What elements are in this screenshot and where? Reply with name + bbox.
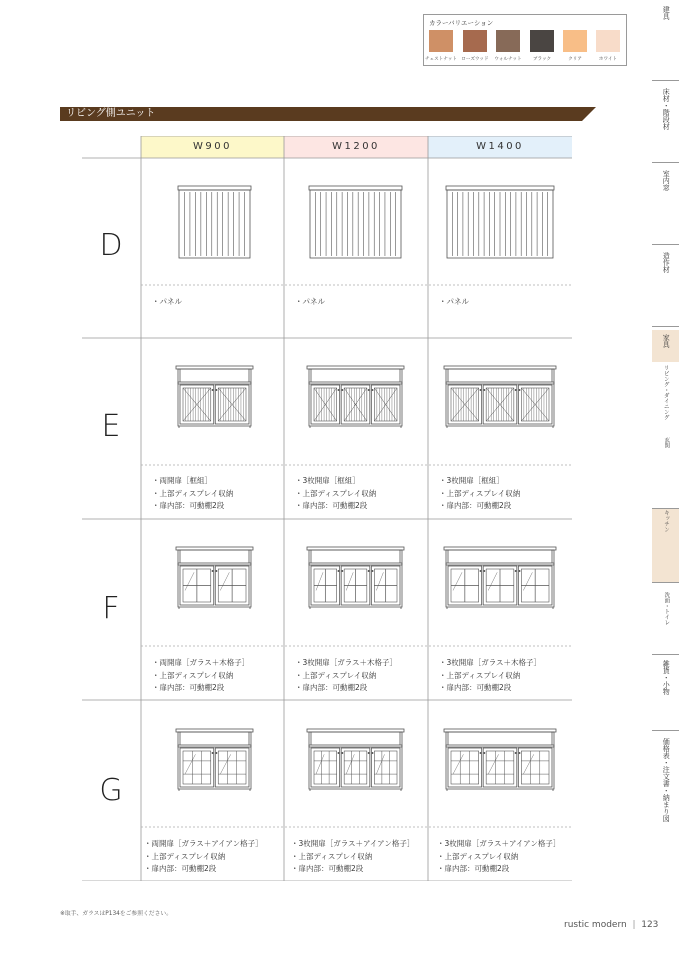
door-knob: [368, 389, 370, 391]
cabinet-top: [176, 547, 253, 550]
color-variation-title: カラーバリエーション: [429, 19, 494, 27]
cabinet-shelf: [446, 563, 554, 565]
index-tab-label: 雑貨・小物: [662, 660, 671, 695]
index-tab-label: 家具: [662, 334, 671, 348]
cabinet-body: [178, 732, 251, 789]
cabinet-shelf: [309, 745, 402, 747]
row-letter-d: D: [99, 228, 123, 263]
door-frame: [341, 748, 370, 787]
door-panel: [486, 751, 514, 784]
index-tab-flooring[interactable]: [652, 88, 679, 134]
glass-reflection: [346, 572, 353, 590]
tab-divider: [652, 730, 679, 731]
color-swatch-rosewood: [463, 30, 487, 52]
glass-reflection: [220, 572, 229, 590]
glass-reflection: [376, 572, 383, 590]
door-knob: [519, 570, 521, 572]
column-header-w1200: W1200: [284, 136, 428, 158]
door-panel: [344, 751, 367, 784]
cabinet-shelf: [178, 382, 251, 384]
color-swatch-walnut: [496, 30, 520, 52]
index-tab-interior-window[interactable]: [652, 170, 679, 195]
cabinet-body: [446, 369, 554, 426]
spec-line: ・3枚開扉［框組］: [439, 476, 504, 485]
index-tab-kitchen[interactable]: [652, 510, 679, 535]
spec-line: ・上部ディスプレイ収納: [295, 488, 377, 498]
cabinet-shelf: [178, 563, 251, 565]
door-knob: [519, 752, 521, 754]
spec-d-col1: [152, 296, 182, 309]
tab-divider: [652, 508, 679, 509]
door-knob: [212, 752, 214, 754]
glass-reflection: [488, 572, 497, 590]
spec-e-col3: [439, 475, 520, 513]
door-frame: [215, 748, 249, 787]
color-swatch-label: ホワイト: [598, 57, 618, 62]
index-tab-kagu[interactable]: [652, 334, 679, 352]
cabinet-top: [307, 547, 404, 550]
cabinet-body: [309, 732, 402, 789]
spec-line: ・扉内部：可動棚2段: [437, 864, 510, 873]
door-knob: [216, 389, 218, 391]
color-swatch-white: [596, 30, 620, 52]
spec-line: ・上部ディスプレイ収納: [152, 488, 234, 498]
door-frame: [518, 748, 552, 787]
panel-top-rail: [309, 186, 402, 190]
glass-reflection: [316, 754, 324, 774]
door-knob: [342, 752, 344, 754]
cabinet-shelf: [178, 745, 251, 747]
index-tab-label: リビング・ダイニング: [662, 365, 669, 420]
door-knob: [480, 570, 482, 572]
glass-reflection: [523, 572, 532, 590]
glass-reflection: [453, 754, 463, 774]
brand-name: rustic modern: [564, 920, 627, 930]
spec-line: ・上部ディスプレイ収納: [439, 670, 521, 680]
spec-line: ・上部ディスプレイ収納: [152, 670, 234, 680]
glass-reflection: [376, 754, 384, 774]
tab-divider: [652, 654, 679, 655]
door-knob: [338, 570, 340, 572]
glass-reflection: [346, 754, 354, 774]
index-tab-label: キッチン: [663, 510, 669, 532]
door-knob: [216, 570, 218, 572]
spec-line: ・上部ディスプレイ収納: [295, 670, 377, 680]
spec-e-col2: [295, 475, 376, 513]
cabinet-body: [309, 369, 402, 426]
row-letter-e: E: [101, 409, 121, 444]
spec-line: ・両開扉［ガラス＋木格子］: [152, 658, 250, 667]
spec-line: ・両開扉［框組］: [152, 476, 212, 485]
spec-g-col3: [437, 838, 560, 876]
color-variation-box: [423, 14, 627, 66]
tab-divider: [652, 244, 679, 245]
section-title: リビング側ユニット: [66, 108, 156, 119]
door-knob: [519, 389, 521, 391]
door-knob: [484, 389, 486, 391]
door-panel: [314, 751, 337, 784]
color-swatch-label: ローズウッド: [461, 57, 489, 62]
spec-line: ・扉内部：可動棚2段: [295, 683, 368, 692]
spec-g-col1: [144, 838, 263, 876]
spec-line: ・パネル: [295, 297, 325, 306]
door-knob: [372, 752, 374, 754]
glass-reflection: [523, 754, 533, 774]
spec-f-col3: [439, 657, 541, 695]
row-letter-g: G: [99, 773, 123, 808]
color-swatch-label: ウォルナット: [494, 57, 522, 62]
door-panel: [374, 751, 397, 784]
cabinet-shelf: [446, 382, 554, 384]
spec-line: ・3枚開扉［ガラス＋アイアン格子］: [291, 839, 415, 848]
spec-f-col2: [295, 657, 397, 695]
spec-f-col1: [152, 657, 249, 695]
index-tab-senmen-toilet[interactable]: [652, 592, 679, 629]
cabinet-top: [444, 366, 556, 369]
glass-reflection: [453, 572, 462, 590]
door-frame: [483, 748, 517, 787]
cabinet-shelf: [309, 563, 402, 565]
spec-line: ・扉内部：可動棚2段: [152, 683, 225, 692]
door-frame: [311, 748, 340, 787]
panel-top-rail: [178, 186, 251, 190]
door-panel: [183, 751, 211, 784]
spec-line: ・3枚開扉［ガラス＋木格子］: [439, 658, 542, 667]
door-knob: [212, 570, 214, 572]
cabinet-top: [307, 729, 404, 732]
spec-e-col1: [152, 475, 233, 513]
door-knob: [372, 389, 374, 391]
index-tab-label: 価格表・注文書・納まり図: [662, 738, 671, 822]
spec-line: ・パネル: [439, 297, 469, 306]
door-frame: [448, 748, 482, 787]
spec-line: ・扉内部：可動棚2段: [144, 864, 217, 873]
tab-divider: [652, 582, 679, 583]
door-knob: [342, 389, 344, 391]
door-knob: [342, 570, 344, 572]
column-header-w1400: W1400: [428, 136, 572, 158]
door-knob: [368, 570, 370, 572]
door-knob: [480, 389, 482, 391]
door-knob: [484, 570, 486, 572]
door-knob: [484, 752, 486, 754]
index-tab-label: 床材・階段材: [662, 88, 671, 130]
page-number: 123: [641, 920, 659, 930]
panel-top-rail: [446, 186, 554, 190]
tab-divider: [652, 162, 679, 163]
cabinet-shelf: [309, 382, 402, 384]
door-frame: [371, 748, 400, 787]
row-letter-f: F: [102, 591, 120, 626]
glass-reflection: [185, 754, 195, 774]
door-frame: [180, 748, 214, 787]
index-tab-zousaku[interactable]: [652, 252, 679, 277]
cabinet-top: [307, 366, 404, 369]
cabinet-top: [176, 729, 253, 732]
spec-line: ・3枚開扉［ガラス＋アイアン格子］: [437, 839, 561, 848]
glass-reflection: [220, 754, 230, 774]
index-tab-label: 洗面・トイレ: [663, 592, 670, 625]
cabinet-body: [178, 550, 251, 607]
spec-line: ・上部ディスプレイ収納: [144, 851, 226, 861]
door-knob: [372, 570, 374, 572]
index-tab-zakka[interactable]: [652, 660, 679, 699]
spec-g-col2: [291, 838, 414, 876]
footer-divider: |: [629, 920, 639, 930]
cabinet-top: [444, 547, 556, 550]
index-tab-living-dining[interactable]: [652, 365, 679, 423]
door-knob: [338, 752, 340, 754]
index-tab-label: 室内窓: [662, 170, 671, 191]
spec-d-col2: [295, 296, 325, 309]
tab-divider: [652, 326, 679, 327]
tab-divider: [652, 80, 679, 81]
footnote: ※取手、ガラスはP134をご参照ください。: [60, 911, 172, 917]
index-tab-label: 玄関: [663, 437, 670, 448]
spec-line: ・扉内部：可動棚2段: [291, 864, 364, 873]
spec-line: ・3枚開扉［框組］: [295, 476, 360, 485]
door-knob: [368, 752, 370, 754]
door-knob: [338, 389, 340, 391]
spec-line: ・上部ディスプレイ収納: [437, 851, 519, 861]
cabinet-top: [444, 729, 556, 732]
color-swatch-label: クリア: [568, 57, 582, 62]
color-swatch-clear: [563, 30, 587, 52]
index-tab-label: 造作材: [662, 252, 671, 273]
spec-line: ・パネル: [152, 297, 182, 306]
glass-reflection: [316, 572, 323, 590]
cabinet-body: [446, 732, 554, 789]
door-knob: [515, 389, 517, 391]
cabinet-shelf: [446, 745, 554, 747]
color-swatch-label: ブラック: [532, 57, 552, 62]
spec-line: ・3枚開扉［ガラス＋木格子］: [295, 658, 398, 667]
index-tab-genkan[interactable]: [652, 437, 679, 452]
page-footer: [564, 920, 658, 930]
spec-line: ・扉内部：可動棚2段: [295, 501, 368, 510]
cabinet-top: [176, 366, 253, 369]
spec-line: ・上部ディスプレイ収納: [291, 851, 373, 861]
door-panel: [521, 751, 549, 784]
door-knob: [216, 752, 218, 754]
spec-d-col3: [439, 296, 469, 309]
index-tab-tategu[interactable]: [652, 6, 679, 24]
index-tab-price-order[interactable]: [652, 738, 679, 826]
color-swatch-black: [530, 30, 554, 52]
spec-line: ・扉内部：可動棚2段: [439, 501, 512, 510]
spec-line: ・扉内部：可動棚2段: [152, 501, 225, 510]
spec-line: ・両開扉［ガラス＋アイアン格子］: [144, 839, 263, 848]
glass-reflection: [185, 572, 194, 590]
cabinet-body: [178, 369, 251, 426]
door-knob: [515, 752, 517, 754]
index-tab-label: 建具: [662, 6, 671, 20]
spec-line: ・上部ディスプレイ収納: [439, 488, 521, 498]
door-knob: [480, 752, 482, 754]
door-panel: [218, 751, 246, 784]
color-swatch-chestnut: [429, 30, 453, 52]
glass-reflection: [488, 754, 498, 774]
color-swatch-label: チェストナット: [425, 57, 457, 62]
door-knob: [515, 570, 517, 572]
door-knob: [212, 389, 214, 391]
door-panel: [451, 751, 479, 784]
spec-line: ・扉内部：可動棚2段: [439, 683, 512, 692]
panel-drawing: [310, 190, 401, 258]
column-header-w900: W900: [141, 136, 284, 158]
